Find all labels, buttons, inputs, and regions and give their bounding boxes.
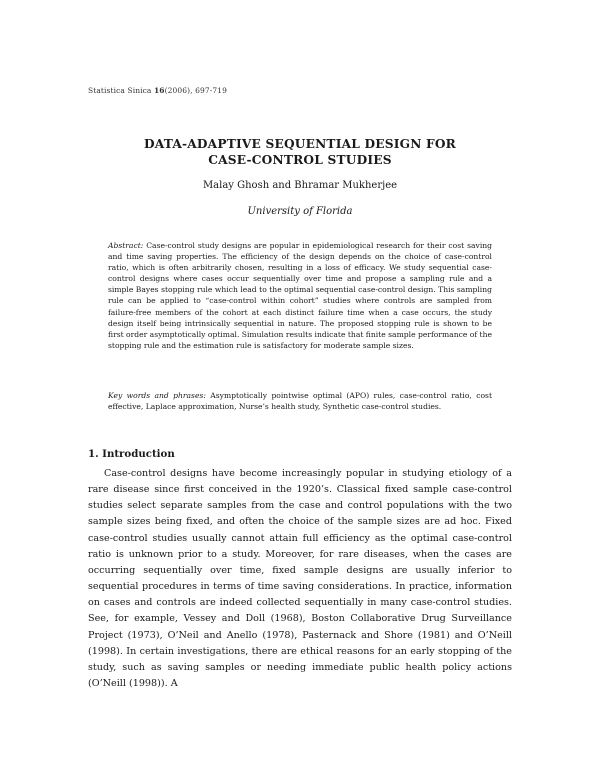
abstract-text: Case-control study designs are popular in epidemiological research for their cost saving and time saving properties. The efficiency of the design depends on the choice of case-control ratio, which is often arbitrarily chosen, resulting in a loss of efficacy. We study sequential case-control designs where cases occur sequentially over time and propose a sampling rule and a simple Bayes stopping rule which lead to the optimal sequential case-control design. This sampling rule can be applied to “case-control within cohort” studies where controls are sampled from failure-free members of the cohort at each distinct failure time when a case occurs, the study design itself being intrinsically sequential in nature. The proposed stopping rule is shown to be first order asymptotically optimal. Simulation results indicate that finite sample performance of the stopping rule and the estimation rule is satisfactory for moderate sample sizes. — [108, 241, 493, 350]
journal-year-pages: (2006), 697-719 — [164, 86, 227, 95]
affiliation: University of Florida — [247, 206, 353, 217]
abstract — [108, 240, 492, 351]
keywords — [108, 390, 492, 412]
keywords-text: Asymptotically pointwise optimal (APO) rules, case-control ratio, cost effective, Laplace approximation, Nurse’s health study, Synthetic case-control studies. — [108, 391, 492, 412]
paper-title — [0, 136, 600, 168]
abstract-label: Abstract: — [108, 241, 147, 250]
section-heading: 1. Introduction — [88, 448, 175, 460]
keywords-label: Key words and phrases: — [108, 391, 211, 400]
title-line-2: CASE-CONTROL STUDIES — [208, 153, 392, 167]
journal-header — [88, 86, 227, 95]
authors: Malay Ghosh and Bhramar Mukherjee — [202, 180, 398, 191]
journal-name: Statistica Sinica — [88, 86, 154, 95]
introduction-paragraph: Case-control designs have become increasingly popular in studying etiology of a rare disease since first conceived in the 1920’s. Classical fixed sample case-control studies select separate samples from the case and control populations with the two sample sizes being fixed, and often the choice of the sample sizes are ad hoc. Fixed case-control studies usually cannot attain full efficiency as the optimal case-control ratio is unknown prior to a study. Moreover, for rare diseases, when the cases are occurring sequentially over time, fixed sample designs are usually inferior to sequential procedures in terms of time saving considerations. In practice, information on cases and controls are indeed collected sequentially in many case-control studies. See, for example, Vessey and Doll (1968), Boston Collaborative Drug Surveillance Project (1973), O’Neil and Anello (1978), Pasternack and Shore (1981) and O’Neill (1998). In certain investigations, there are ethical reasons for an early stopping of the study, such as saving samples or needing immediate public health policy actions (O’Neill (1998)). A — [88, 468, 512, 690]
journal-volume: 16 — [153, 86, 165, 95]
title-line-1: DATA-ADAPTIVE SEQUENTIAL DESIGN FOR — [143, 137, 457, 151]
